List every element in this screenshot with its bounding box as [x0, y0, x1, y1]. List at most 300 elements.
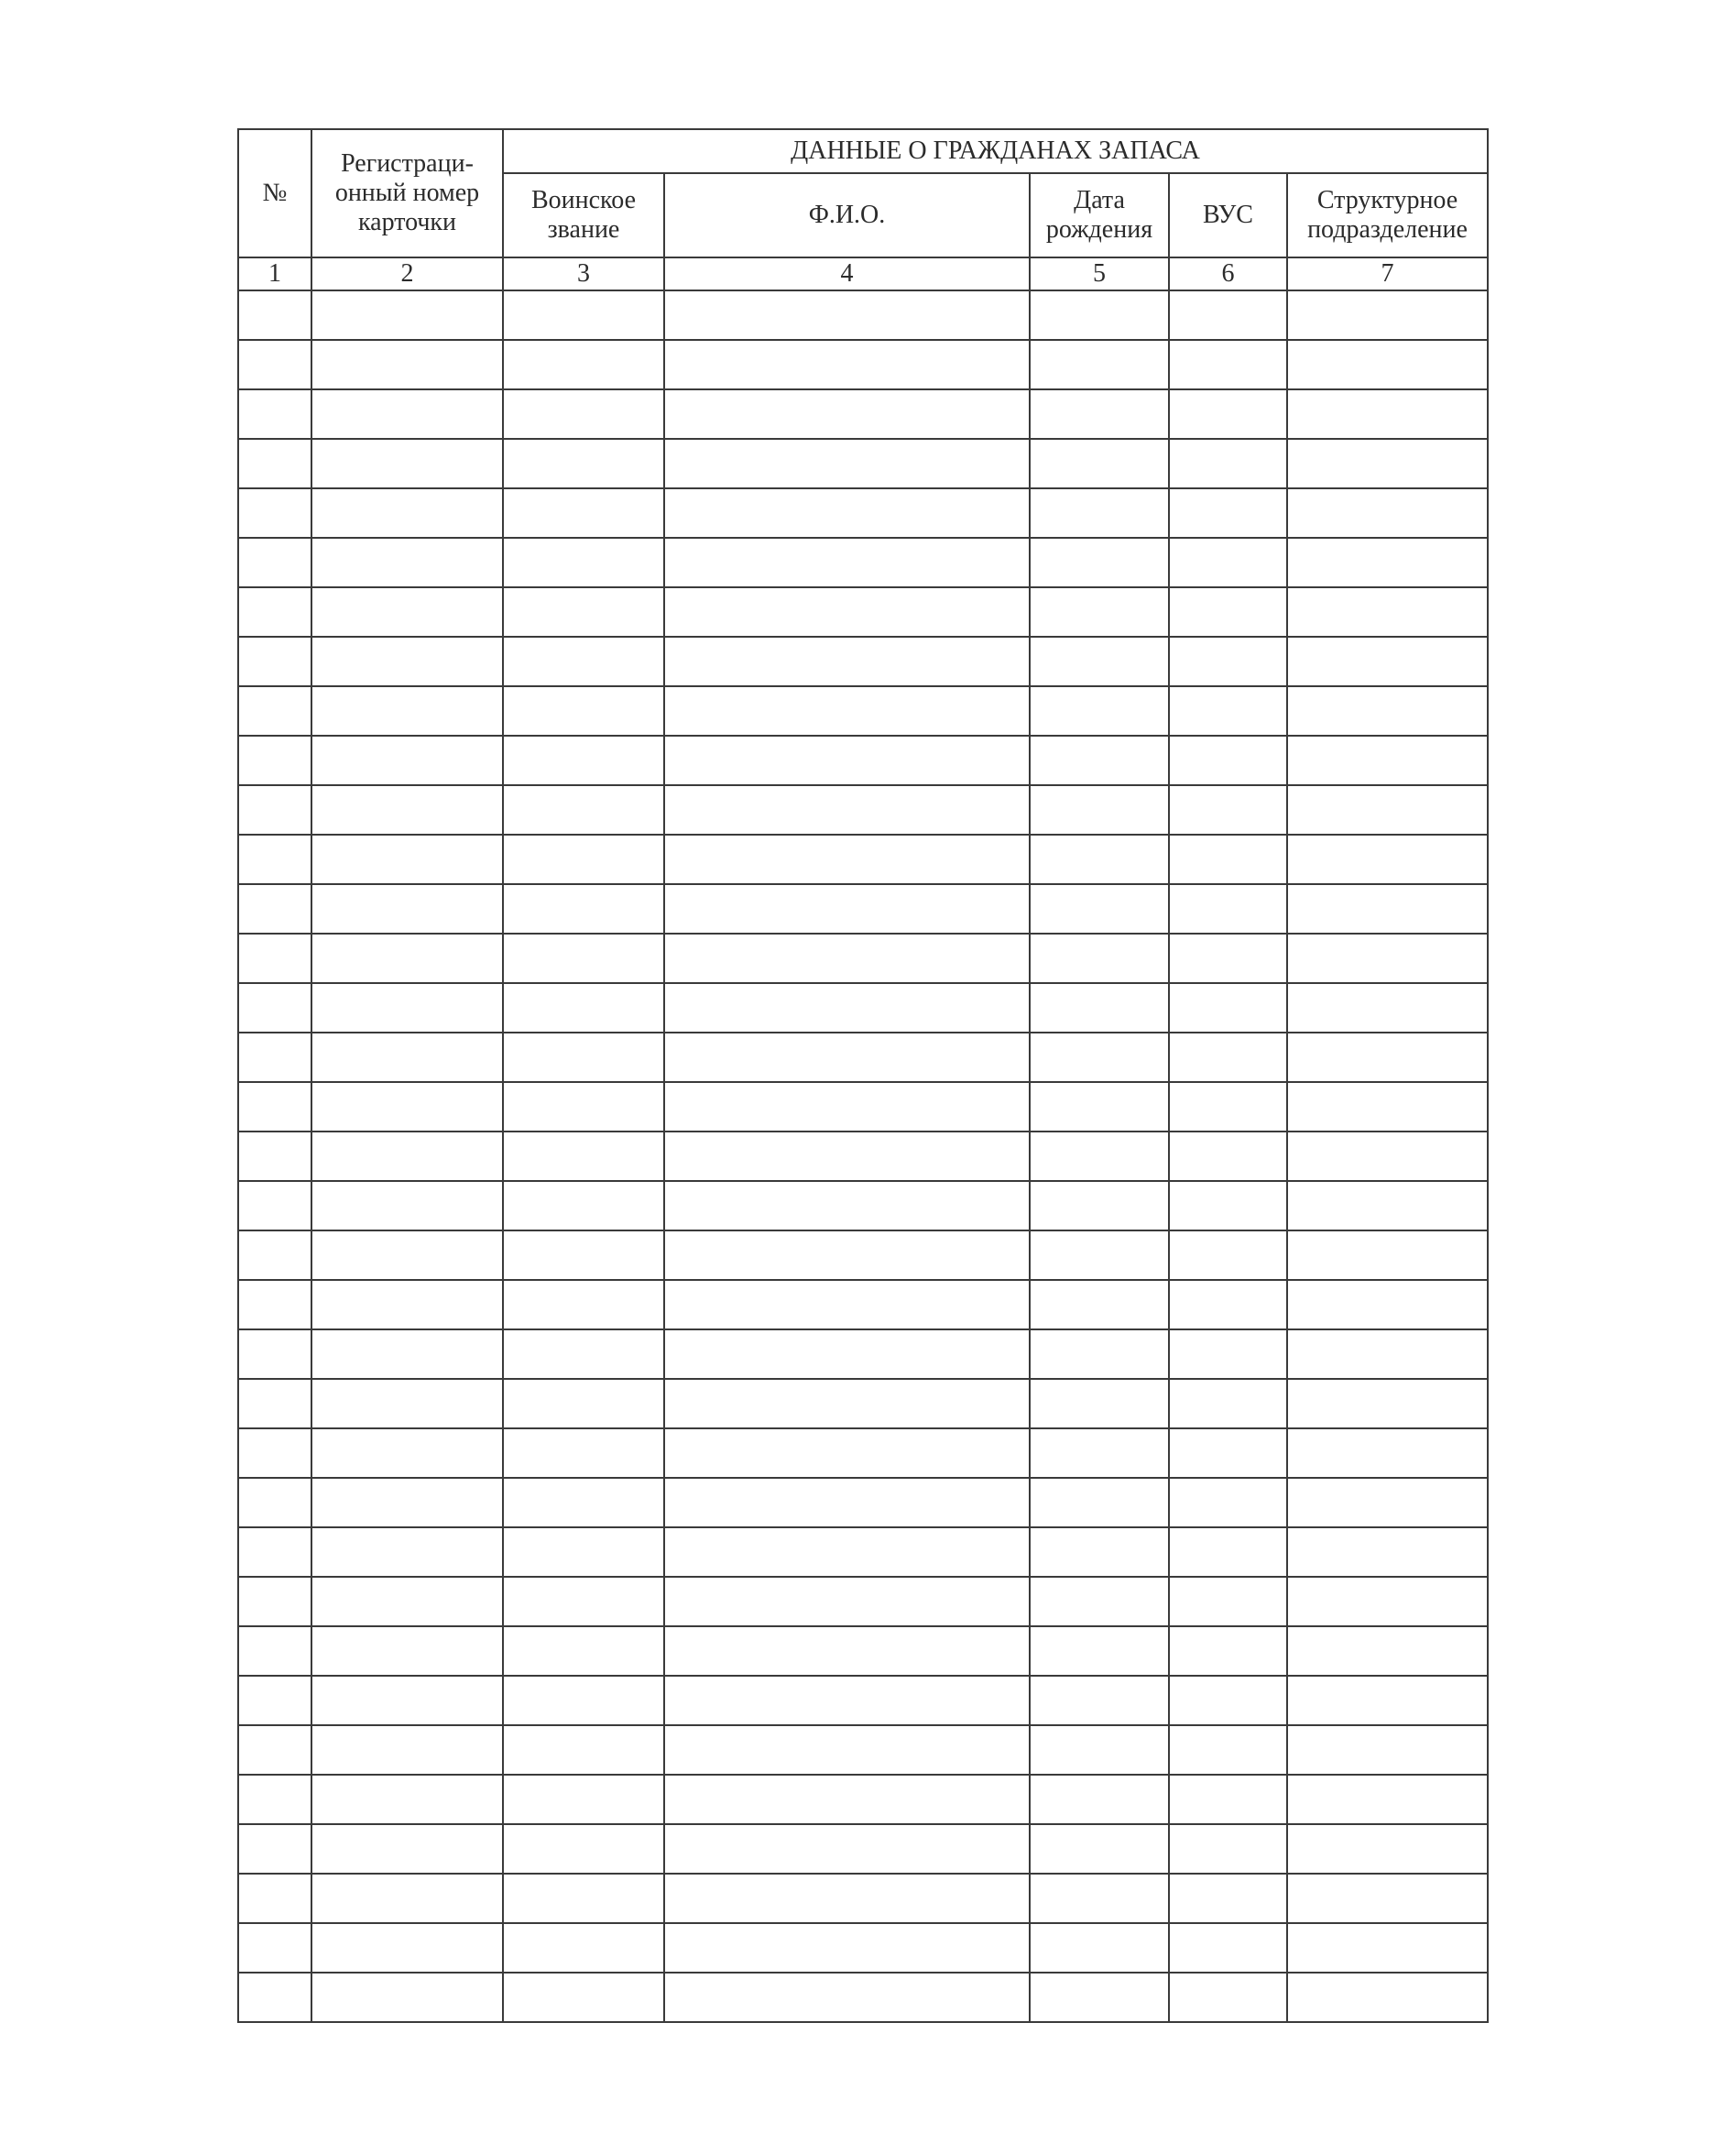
- cell-number[interactable]: [238, 1676, 311, 1725]
- cell-full-name[interactable]: [664, 835, 1030, 884]
- cell-military-rank[interactable]: [503, 686, 664, 736]
- cell-full-name[interactable]: [664, 1626, 1030, 1676]
- cell-birth-date[interactable]: [1030, 1527, 1169, 1577]
- cell-vus[interactable]: [1169, 389, 1287, 439]
- cell-division[interactable]: [1287, 538, 1488, 587]
- cell-number[interactable]: [238, 1725, 311, 1775]
- cell-vus[interactable]: [1169, 290, 1287, 340]
- cell-division[interactable]: [1287, 1577, 1488, 1626]
- header-vus: ВУС: [1169, 173, 1287, 257]
- cell-full-name[interactable]: [664, 1725, 1030, 1775]
- cell-vus[interactable]: [1169, 1329, 1287, 1379]
- cell-division[interactable]: [1287, 1132, 1488, 1181]
- cell-military-rank[interactable]: [503, 1428, 664, 1478]
- table-row: [238, 1379, 1488, 1428]
- cell-division[interactable]: [1287, 1874, 1488, 1923]
- column-number: 3: [503, 257, 664, 290]
- cell-registration-number[interactable]: [311, 1577, 503, 1626]
- cell-registration-number[interactable]: [311, 884, 503, 934]
- cell-registration-number[interactable]: [311, 587, 503, 637]
- cell-registration-number[interactable]: [311, 340, 503, 389]
- cell-registration-number[interactable]: [311, 1132, 503, 1181]
- table-row: [238, 389, 1488, 439]
- cell-number[interactable]: [238, 1379, 311, 1428]
- cell-vus[interactable]: [1169, 1428, 1287, 1478]
- cell-vus[interactable]: [1169, 1725, 1287, 1775]
- header-birth-date: [1030, 173, 1169, 257]
- cell-full-name[interactable]: [664, 1775, 1030, 1824]
- cell-full-name[interactable]: [664, 538, 1030, 587]
- cell-registration-number[interactable]: [311, 1478, 503, 1527]
- cell-full-name[interactable]: [664, 1379, 1030, 1428]
- cell-vus[interactable]: [1169, 488, 1287, 538]
- cell-birth-date[interactable]: [1030, 1973, 1169, 2022]
- cell-number[interactable]: [238, 290, 311, 340]
- cell-full-name[interactable]: [664, 736, 1030, 785]
- cell-number[interactable]: [238, 538, 311, 587]
- cell-full-name[interactable]: [664, 587, 1030, 637]
- table-row: [238, 538, 1488, 587]
- cell-registration-number[interactable]: [311, 637, 503, 686]
- cell-division[interactable]: [1287, 1280, 1488, 1329]
- cell-military-rank[interactable]: [503, 1329, 664, 1379]
- cell-vus[interactable]: [1169, 835, 1287, 884]
- cell-registration-number[interactable]: [311, 1379, 503, 1428]
- cell-division[interactable]: [1287, 1082, 1488, 1132]
- cell-military-rank[interactable]: [503, 1230, 664, 1280]
- cell-birth-date[interactable]: [1030, 488, 1169, 538]
- header-registration-number: [311, 129, 503, 257]
- cell-vus[interactable]: [1169, 1132, 1287, 1181]
- cell-division[interactable]: [1287, 1428, 1488, 1478]
- cell-registration-number[interactable]: [311, 290, 503, 340]
- cell-registration-number[interactable]: [311, 736, 503, 785]
- cell-registration-number[interactable]: [311, 1626, 503, 1676]
- cell-birth-date[interactable]: [1030, 1230, 1169, 1280]
- table-body: [238, 290, 1488, 2022]
- cell-registration-number[interactable]: [311, 1280, 503, 1329]
- table-row: [238, 1230, 1488, 1280]
- cell-birth-date[interactable]: [1030, 1775, 1169, 1824]
- cell-division[interactable]: [1287, 884, 1488, 934]
- cell-number[interactable]: [238, 785, 311, 835]
- table-row: [238, 637, 1488, 686]
- cell-number[interactable]: [238, 1230, 311, 1280]
- cell-registration-number[interactable]: [311, 934, 503, 983]
- cell-birth-date[interactable]: [1030, 785, 1169, 835]
- cell-military-rank[interactable]: [503, 1775, 664, 1824]
- cell-military-rank[interactable]: [503, 884, 664, 934]
- table-row: [238, 1874, 1488, 1923]
- cell-birth-date[interactable]: [1030, 1033, 1169, 1082]
- cell-full-name[interactable]: [664, 983, 1030, 1033]
- cell-birth-date[interactable]: [1030, 1082, 1169, 1132]
- cell-full-name[interactable]: [664, 340, 1030, 389]
- cell-vus[interactable]: [1169, 538, 1287, 587]
- cell-vus[interactable]: [1169, 1478, 1287, 1527]
- cell-vus[interactable]: [1169, 637, 1287, 686]
- cell-full-name[interactable]: [664, 1676, 1030, 1725]
- cell-birth-date[interactable]: [1030, 1676, 1169, 1725]
- cell-birth-date[interactable]: [1030, 637, 1169, 686]
- table-row: [238, 1775, 1488, 1824]
- cell-full-name[interactable]: [664, 785, 1030, 835]
- cell-registration-number[interactable]: [311, 1033, 503, 1082]
- cell-number[interactable]: [238, 1428, 311, 1478]
- cell-full-name[interactable]: [664, 1082, 1030, 1132]
- cell-registration-number[interactable]: [311, 1181, 503, 1230]
- cell-number[interactable]: [238, 637, 311, 686]
- cell-number[interactable]: [238, 439, 311, 488]
- cell-military-rank[interactable]: [503, 1082, 664, 1132]
- cell-military-rank[interactable]: [503, 1181, 664, 1230]
- cell-military-rank[interactable]: [503, 1033, 664, 1082]
- cell-number[interactable]: [238, 686, 311, 736]
- cell-vus[interactable]: [1169, 736, 1287, 785]
- table-row: [238, 1033, 1488, 1082]
- cell-registration-number[interactable]: [311, 835, 503, 884]
- cell-birth-date[interactable]: [1030, 538, 1169, 587]
- cell-vus[interactable]: [1169, 1626, 1287, 1676]
- cell-registration-number[interactable]: [311, 488, 503, 538]
- header-group-title: ДАННЫЕ О ГРАЖДАНАХ ЗАПАСА: [503, 129, 1488, 173]
- cell-birth-date[interactable]: [1030, 686, 1169, 736]
- cell-military-rank[interactable]: [503, 1626, 664, 1676]
- cell-number[interactable]: [238, 1082, 311, 1132]
- cell-division[interactable]: [1287, 1923, 1488, 1973]
- cell-birth-date[interactable]: [1030, 1923, 1169, 1973]
- cell-birth-date[interactable]: [1030, 439, 1169, 488]
- cell-full-name[interactable]: [664, 290, 1030, 340]
- cell-number[interactable]: [238, 587, 311, 637]
- cell-registration-number[interactable]: [311, 1329, 503, 1379]
- cell-vus[interactable]: [1169, 1775, 1287, 1824]
- column-number-row: [238, 257, 1488, 290]
- cell-division[interactable]: [1287, 389, 1488, 439]
- cell-division[interactable]: [1287, 1181, 1488, 1230]
- table-row: [238, 736, 1488, 785]
- cell-birth-date[interactable]: [1030, 1725, 1169, 1775]
- column-number: 5: [1030, 257, 1169, 290]
- cell-military-rank[interactable]: [503, 637, 664, 686]
- cell-number[interactable]: [238, 736, 311, 785]
- cell-birth-date[interactable]: [1030, 884, 1169, 934]
- cell-vus[interactable]: [1169, 686, 1287, 736]
- cell-number[interactable]: [238, 1824, 311, 1874]
- header-division-line-1: Структурное: [1316, 186, 1458, 214]
- table-row: [238, 1923, 1488, 1973]
- cell-vus[interactable]: [1169, 1577, 1287, 1626]
- table-row: [238, 1181, 1488, 1230]
- cell-full-name[interactable]: [664, 1824, 1030, 1874]
- table-row: [238, 934, 1488, 983]
- cell-vus[interactable]: [1169, 1874, 1287, 1923]
- cell-number[interactable]: [238, 1033, 311, 1082]
- cell-full-name[interactable]: [664, 1973, 1030, 2022]
- cell-vus[interactable]: [1169, 1033, 1287, 1082]
- header-division: [1287, 173, 1488, 257]
- cell-division[interactable]: [1287, 1478, 1488, 1527]
- column-number: 1: [238, 257, 311, 290]
- cell-vus[interactable]: [1169, 1973, 1287, 2022]
- cell-division[interactable]: [1287, 290, 1488, 340]
- cell-full-name[interactable]: [664, 686, 1030, 736]
- cell-vus[interactable]: [1169, 934, 1287, 983]
- cell-full-name[interactable]: [664, 1280, 1030, 1329]
- reserve-citizens-table: [237, 128, 1489, 2023]
- cell-full-name[interactable]: [664, 1923, 1030, 1973]
- cell-military-rank[interactable]: [503, 1824, 664, 1874]
- cell-division[interactable]: [1287, 587, 1488, 637]
- cell-registration-number[interactable]: [311, 1775, 503, 1824]
- cell-birth-date[interactable]: [1030, 1132, 1169, 1181]
- table-row: [238, 1577, 1488, 1626]
- reserve-citizens-register-sheet: [237, 128, 1487, 2023]
- cell-number[interactable]: [238, 1923, 311, 1973]
- cell-division[interactable]: [1287, 1626, 1488, 1676]
- table-row: [238, 1132, 1488, 1181]
- cell-military-rank[interactable]: [503, 439, 664, 488]
- cell-birth-date[interactable]: [1030, 1577, 1169, 1626]
- cell-number[interactable]: [238, 1775, 311, 1824]
- cell-vus[interactable]: [1169, 1280, 1287, 1329]
- cell-full-name[interactable]: [664, 1033, 1030, 1082]
- table-row: [238, 884, 1488, 934]
- cell-number[interactable]: [238, 1181, 311, 1230]
- cell-number[interactable]: [238, 1527, 311, 1577]
- cell-birth-date[interactable]: [1030, 290, 1169, 340]
- cell-registration-number[interactable]: [311, 389, 503, 439]
- cell-registration-number[interactable]: [311, 785, 503, 835]
- cell-birth-date[interactable]: [1030, 835, 1169, 884]
- cell-military-rank[interactable]: [503, 1478, 664, 1527]
- cell-birth-date[interactable]: [1030, 340, 1169, 389]
- table-row: [238, 1676, 1488, 1725]
- cell-full-name[interactable]: [664, 1527, 1030, 1577]
- cell-number[interactable]: [238, 1329, 311, 1379]
- cell-registration-number[interactable]: [311, 1874, 503, 1923]
- cell-number[interactable]: [238, 389, 311, 439]
- cell-division[interactable]: [1287, 488, 1488, 538]
- cell-registration-number[interactable]: [311, 1973, 503, 2022]
- cell-division[interactable]: [1287, 1824, 1488, 1874]
- cell-vus[interactable]: [1169, 1181, 1287, 1230]
- cell-number[interactable]: [238, 1478, 311, 1527]
- cell-full-name[interactable]: [664, 1478, 1030, 1527]
- cell-number[interactable]: [238, 1973, 311, 2022]
- cell-division[interactable]: [1287, 340, 1488, 389]
- table-row: [238, 290, 1488, 340]
- header-division-line-2: подразделение: [1307, 215, 1468, 244]
- cell-registration-number[interactable]: [311, 1824, 503, 1874]
- table-row: [238, 785, 1488, 835]
- header-birth-date-line-2: рождения: [1045, 215, 1153, 244]
- cell-number[interactable]: [238, 1280, 311, 1329]
- cell-division[interactable]: [1287, 1676, 1488, 1725]
- cell-registration-number[interactable]: [311, 686, 503, 736]
- cell-vus[interactable]: [1169, 1824, 1287, 1874]
- cell-full-name[interactable]: [664, 1428, 1030, 1478]
- cell-full-name[interactable]: [664, 934, 1030, 983]
- cell-number[interactable]: [238, 934, 311, 983]
- cell-division[interactable]: [1287, 1527, 1488, 1577]
- cell-division[interactable]: [1287, 934, 1488, 983]
- cell-military-rank[interactable]: [503, 1527, 664, 1577]
- cell-military-rank[interactable]: [503, 1577, 664, 1626]
- cell-military-rank[interactable]: [503, 587, 664, 637]
- table-row: [238, 1478, 1488, 1527]
- cell-military-rank[interactable]: [503, 835, 664, 884]
- cell-full-name[interactable]: [664, 1132, 1030, 1181]
- cell-division[interactable]: [1287, 1033, 1488, 1082]
- cell-full-name[interactable]: [664, 488, 1030, 538]
- cell-number[interactable]: [238, 1132, 311, 1181]
- cell-birth-date[interactable]: [1030, 1626, 1169, 1676]
- cell-military-rank[interactable]: [503, 1725, 664, 1775]
- cell-division[interactable]: [1287, 736, 1488, 785]
- table-row: [238, 686, 1488, 736]
- table-row: [238, 1725, 1488, 1775]
- column-number: 4: [664, 257, 1030, 290]
- cell-birth-date[interactable]: [1030, 1428, 1169, 1478]
- cell-registration-number[interactable]: [311, 1676, 503, 1725]
- header-full-name: Ф.И.О.: [664, 173, 1030, 257]
- cell-registration-number[interactable]: [311, 1923, 503, 1973]
- cell-registration-number[interactable]: [311, 439, 503, 488]
- cell-military-rank[interactable]: [503, 983, 664, 1033]
- cell-military-rank[interactable]: [503, 1923, 664, 1973]
- cell-registration-number[interactable]: [311, 1527, 503, 1577]
- cell-vus[interactable]: [1169, 1923, 1287, 1973]
- table-row: [238, 1280, 1488, 1329]
- cell-military-rank[interactable]: [503, 538, 664, 587]
- cell-division[interactable]: [1287, 835, 1488, 884]
- cell-full-name[interactable]: [664, 1230, 1030, 1280]
- cell-birth-date[interactable]: [1030, 1478, 1169, 1527]
- cell-vus[interactable]: [1169, 785, 1287, 835]
- cell-military-rank[interactable]: [503, 785, 664, 835]
- header-registration-number-line-3: карточки: [357, 208, 457, 236]
- cell-number[interactable]: [238, 884, 311, 934]
- cell-military-rank[interactable]: [503, 1973, 664, 2022]
- cell-vus[interactable]: [1169, 1676, 1287, 1725]
- cell-full-name[interactable]: [664, 1874, 1030, 1923]
- cell-vus[interactable]: [1169, 1082, 1287, 1132]
- cell-registration-number[interactable]: [311, 538, 503, 587]
- cell-military-rank[interactable]: [503, 488, 664, 538]
- cell-birth-date[interactable]: [1030, 1280, 1169, 1329]
- cell-birth-date[interactable]: [1030, 1824, 1169, 1874]
- cell-military-rank[interactable]: [503, 290, 664, 340]
- cell-military-rank[interactable]: [503, 934, 664, 983]
- cell-vus[interactable]: [1169, 1230, 1287, 1280]
- cell-military-rank[interactable]: [503, 1676, 664, 1725]
- cell-full-name[interactable]: [664, 389, 1030, 439]
- cell-registration-number[interactable]: [311, 1082, 503, 1132]
- cell-vus[interactable]: [1169, 1527, 1287, 1577]
- table-row: [238, 1428, 1488, 1478]
- cell-vus[interactable]: [1169, 1379, 1287, 1428]
- cell-vus[interactable]: [1169, 439, 1287, 488]
- cell-birth-date[interactable]: [1030, 1379, 1169, 1428]
- cell-military-rank[interactable]: [503, 1132, 664, 1181]
- header-birth-date-line-1: Дата: [1074, 186, 1125, 214]
- cell-division[interactable]: [1287, 439, 1488, 488]
- header-registration-number-line-1: Регистраци-: [341, 149, 474, 178]
- header-number: №: [238, 129, 311, 257]
- cell-military-rank[interactable]: [503, 1874, 664, 1923]
- header-military-rank-line-2: звание: [547, 215, 620, 244]
- cell-birth-date[interactable]: [1030, 983, 1169, 1033]
- table-row: [238, 983, 1488, 1033]
- table-row: [238, 1973, 1488, 2022]
- cell-division[interactable]: [1287, 686, 1488, 736]
- cell-military-rank[interactable]: [503, 736, 664, 785]
- cell-full-name[interactable]: [664, 1329, 1030, 1379]
- cell-vus[interactable]: [1169, 884, 1287, 934]
- cell-birth-date[interactable]: [1030, 934, 1169, 983]
- cell-division[interactable]: [1287, 1725, 1488, 1775]
- cell-full-name[interactable]: [664, 884, 1030, 934]
- cell-birth-date[interactable]: [1030, 389, 1169, 439]
- cell-birth-date[interactable]: [1030, 587, 1169, 637]
- column-number: 6: [1169, 257, 1287, 290]
- cell-division[interactable]: [1287, 1329, 1488, 1379]
- cell-registration-number[interactable]: [311, 1428, 503, 1478]
- cell-number[interactable]: [238, 835, 311, 884]
- cell-number[interactable]: [238, 488, 311, 538]
- cell-full-name[interactable]: [664, 637, 1030, 686]
- cell-division[interactable]: [1287, 1775, 1488, 1824]
- cell-birth-date[interactable]: [1030, 736, 1169, 785]
- cell-division[interactable]: [1287, 1973, 1488, 2022]
- table-row: [238, 488, 1488, 538]
- cell-birth-date[interactable]: [1030, 1329, 1169, 1379]
- table-row: [238, 1082, 1488, 1132]
- cell-division[interactable]: [1287, 1379, 1488, 1428]
- cell-vus[interactable]: [1169, 340, 1287, 389]
- cell-number[interactable]: [238, 1626, 311, 1676]
- cell-military-rank[interactable]: [503, 389, 664, 439]
- cell-military-rank[interactable]: [503, 1280, 664, 1329]
- cell-registration-number[interactable]: [311, 1230, 503, 1280]
- cell-division[interactable]: [1287, 983, 1488, 1033]
- cell-birth-date[interactable]: [1030, 1181, 1169, 1230]
- cell-military-rank[interactable]: [503, 1379, 664, 1428]
- cell-vus[interactable]: [1169, 587, 1287, 637]
- cell-registration-number[interactable]: [311, 1725, 503, 1775]
- cell-division[interactable]: [1287, 637, 1488, 686]
- cell-number[interactable]: [238, 983, 311, 1033]
- table-row: [238, 1824, 1488, 1874]
- cell-military-rank[interactable]: [503, 340, 664, 389]
- cell-full-name[interactable]: [664, 1181, 1030, 1230]
- cell-vus[interactable]: [1169, 983, 1287, 1033]
- cell-number[interactable]: [238, 1874, 311, 1923]
- cell-number[interactable]: [238, 1577, 311, 1626]
- table-row: [238, 439, 1488, 488]
- header-military-rank-line-1: Воинское: [530, 186, 637, 214]
- cell-birth-date[interactable]: [1030, 1874, 1169, 1923]
- table-row: [238, 587, 1488, 637]
- cell-division[interactable]: [1287, 785, 1488, 835]
- cell-full-name[interactable]: [664, 439, 1030, 488]
- cell-division[interactable]: [1287, 1230, 1488, 1280]
- cell-number[interactable]: [238, 340, 311, 389]
- cell-full-name[interactable]: [664, 1577, 1030, 1626]
- cell-registration-number[interactable]: [311, 983, 503, 1033]
- header-military-rank: [503, 173, 664, 257]
